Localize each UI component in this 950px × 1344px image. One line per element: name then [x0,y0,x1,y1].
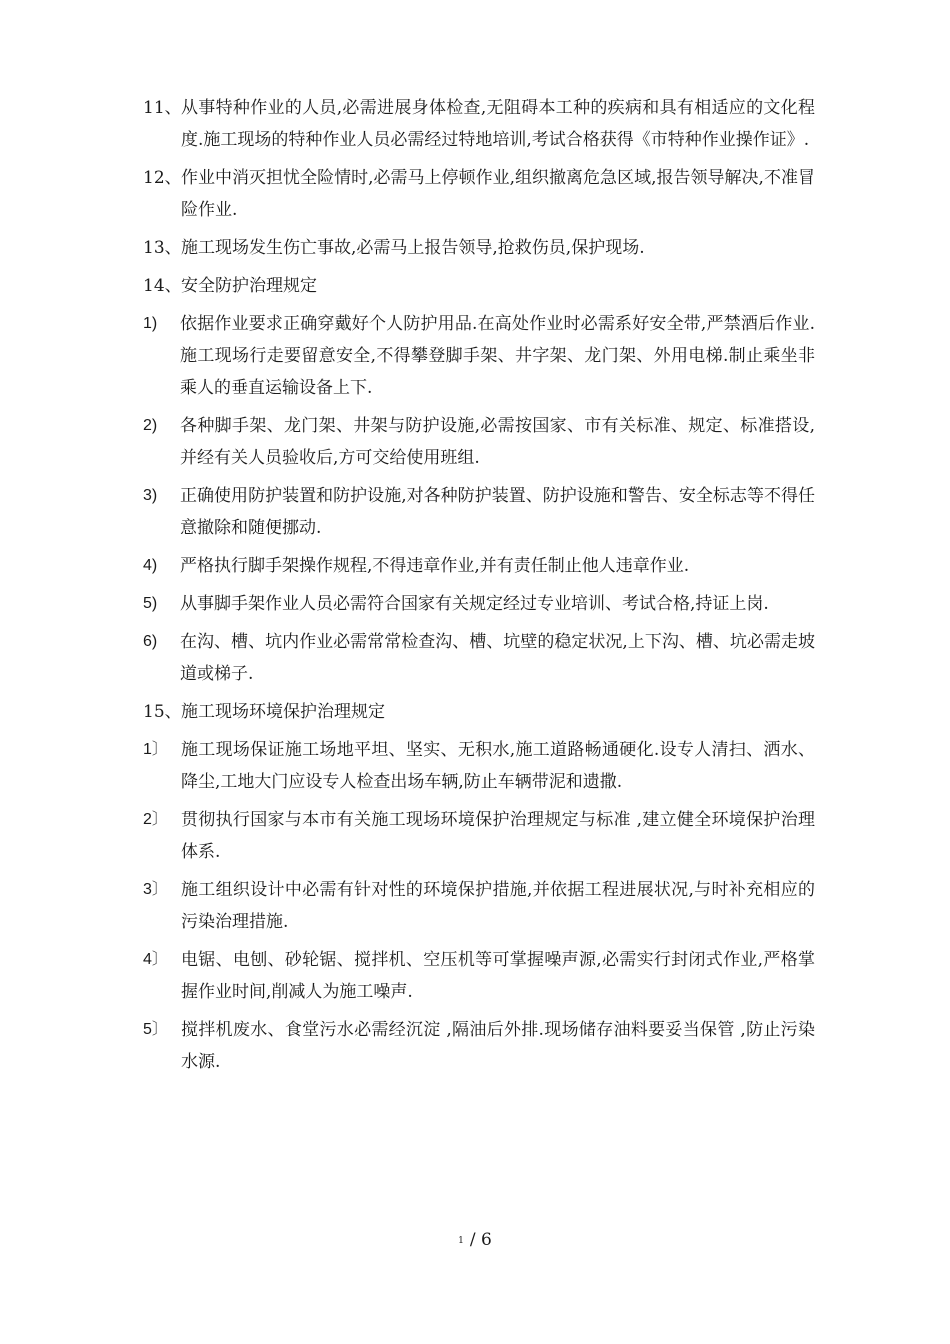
list-item [143,626,815,690]
page-footer [0,1228,950,1253]
item-marker: 1) [143,315,158,332]
section-title: 施工现场环境保护治理规定 [181,702,385,722]
list-item [143,92,815,156]
item-marker: 2) [143,417,158,434]
item-marker: 5) [143,595,158,612]
item-text: 电锯、电刨、砂轮锯、搅拌机、空压机等可掌握噪声源,必需实行封闭式作业,严格掌握作业时间,削减人为施工噪声. [181,950,815,1002]
list-item [143,588,815,620]
list-item [143,232,815,264]
list-item [143,480,815,544]
section-number: 15、 [143,702,182,722]
list-item [143,1014,815,1078]
item-text: 施工现场保证施工场地平坦、坚实、无积水,施工道路畅通硬化.设专人清扫、洒水、降尘,工地大门应设专人检查出场车辆,防止车辆带泥和遗撒. [181,740,815,792]
list-item [143,944,815,1008]
item-marker: 6) [143,633,158,650]
item-text: 施工组织设计中必需有针对性的环境保护措施,并依据工程进展状况,与时补充相应的污染治理措施. [181,880,815,932]
list-item [143,308,815,404]
item-marker: 12、 [143,168,182,188]
item-marker: 3〕 [143,881,168,898]
page-number: 1 [458,1235,464,1246]
item-text: 从事特种作业的人员,必需进展身体检查,无阻碍本工种的疾病和具有相适应的文化程度.施工现场的特种作业人员必需经过特地培训,考试合格获得《市特种作业操作证》. [181,98,815,150]
section-title: 安全防护治理规定 [181,276,317,296]
item-text: 作业中消灭担忧全险情时,必需马上停顿作业,组织撤离危急区域,报告领导解决,不准冒险作业. [181,168,815,220]
list-item [143,804,815,868]
item-marker: 5〕 [143,1021,168,1038]
item-text: 各种脚手架、龙门架、井架与防护设施,必需按国家、市有关标准、规定、标准搭设,并经有关人员验收后,方可交给使用班组. [180,416,815,468]
item-text: 施工现场发生伤亡事故,必需马上报告领导,抢救伤员,保护现场. [181,238,645,258]
section-heading [143,270,815,302]
item-text: 在沟、槽、坑内作业必需常常检查沟、槽、坑壁的稳定状况,上下沟、槽、坑必需走坡道或梯子. [180,632,815,684]
list-item [143,162,815,226]
item-marker: 4) [143,557,158,574]
item-text: 从事脚手架作业人员必需符合国家有关规定经过专业培训、考试合格,持证上岗. [180,594,769,614]
list-item [143,550,815,582]
document-body [143,92,815,1084]
item-text: 贯彻执行国家与本市有关施工现场环境保护治理规定与标准 ,建立健全环境保护治理体系. [181,810,815,862]
list-item [143,874,815,938]
section-number: 14、 [143,276,182,296]
item-text: 搅拌机废水、食堂污水必需经沉淀 ,隔油后外排.现场储存油料要妥当保管 ,防止污染水源. [181,1020,815,1072]
item-marker: 2〕 [143,811,168,828]
item-text: 正确使用防护装置和防护设施,对各种防护装置、防护设施和警告、安全标志等不得任意撤除和随便挪动. [180,486,815,538]
page-total: / 6 [469,1230,492,1250]
item-marker: 4〕 [143,951,168,968]
list-item [143,410,815,474]
section-heading [143,696,815,728]
item-text: 依据作业要求正确穿戴好个人防护用品.在高处作业时必需系好安全带,严禁酒后作业.施工现场行走要留意安全,不得攀登脚手架、井字架、龙门架、外用电梯.制止乘坐非乘人的垂直运输设备上下. [180,314,815,398]
item-marker: 13、 [143,238,182,258]
item-marker: 11、 [143,98,182,118]
item-marker: 3) [143,487,158,504]
item-text: 严格执行脚手架操作规程,不得违章作业,并有责任制止他人违章作业. [180,556,690,576]
item-marker: 1〕 [143,741,168,758]
list-item [143,734,815,798]
